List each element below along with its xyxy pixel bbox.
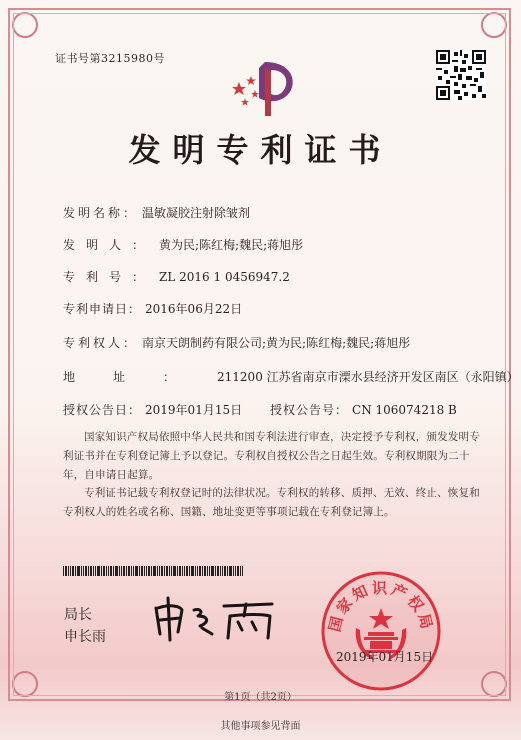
qr-code-icon bbox=[436, 50, 486, 100]
address-row bbox=[63, 368, 519, 385]
grant-date-label: 授权公告日： bbox=[63, 403, 142, 417]
director-role: 局长 bbox=[64, 607, 92, 623]
page-number: 第1页（共2页） bbox=[224, 692, 297, 703]
address-label: 地址： bbox=[63, 370, 214, 384]
grant-number-value: CN 106074218 B bbox=[352, 403, 457, 417]
patentee-row bbox=[63, 334, 410, 351]
cnipa-logo-icon bbox=[225, 58, 305, 120]
official-seal bbox=[318, 568, 444, 694]
director-signature bbox=[150, 594, 280, 642]
seal-date: 2019年01月15日 bbox=[336, 650, 434, 664]
register-statement-paragraph: 专利证书记载专利权登记时的法律状况。专利权的转移、质押、无效、终止、恢复和专利权人的姓名或名称、国籍、地址变更等事项记载在专利登记簿上。 bbox=[63, 487, 480, 518]
footer-note: 其他事项参见背面 bbox=[220, 721, 301, 732]
grant-number-label: 授权公告号： bbox=[270, 403, 349, 417]
director-name: 申长雨 bbox=[64, 629, 106, 645]
certificate-title: 发明专利证书 bbox=[128, 131, 393, 169]
seal-text: 国家知识产权局 bbox=[325, 579, 437, 634]
patent-number-row bbox=[63, 268, 290, 285]
grant-statement-paragraph: 国家知识产权局依照中华人民共和国专利法进行审查，决定授予专利权，颁发发明专利证书并在专利登记簿上予以登记。专利权自授权公告之日起生效。专利权期限为二十年，自申请日起算。 bbox=[63, 431, 480, 481]
invention-name-value: 温敏凝胶注射除皱剂 bbox=[142, 206, 251, 220]
inventor-value: 黄为民;陈红梅;魏民;蒋旭彤 bbox=[159, 238, 304, 252]
grant-number-row bbox=[270, 401, 457, 418]
patent-number-label: 专利号： bbox=[63, 270, 156, 284]
address-value: 211200 江苏省南京市溧水县经济开发区南区（永阳镇） bbox=[217, 370, 519, 384]
invention-name-label: 发明名称： bbox=[63, 206, 139, 220]
patent-number-value: ZL 2016 1 0456947.2 bbox=[159, 270, 290, 284]
patentee-value: 南京天朗制药有限公司;黄为民;陈红梅;魏民;蒋旭彤 bbox=[142, 336, 411, 350]
filing-date-label: 专利申请日： bbox=[63, 302, 142, 316]
grant-date-row bbox=[63, 401, 242, 418]
filing-date-row bbox=[63, 300, 242, 317]
inventor-label: 发明人： bbox=[63, 238, 156, 252]
barcode-icon bbox=[63, 566, 243, 576]
filing-date-value: 2016年06月22日 bbox=[145, 302, 243, 316]
grant-date-value: 2019年01月15日 bbox=[145, 403, 243, 417]
invention-name-row bbox=[63, 204, 250, 221]
patentee-label: 专利权人： bbox=[63, 336, 139, 350]
certificate-number: 证书号第3215980号 bbox=[55, 52, 165, 65]
inventor-row bbox=[63, 236, 303, 253]
